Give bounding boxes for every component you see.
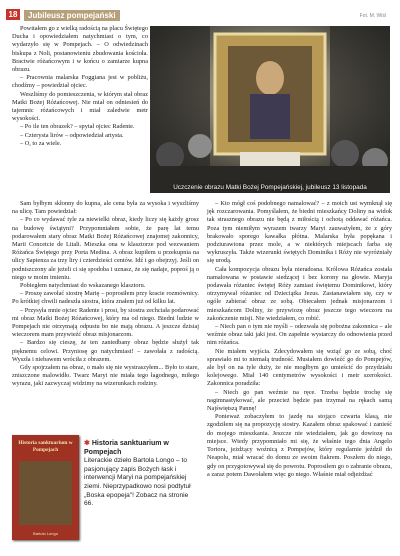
paragraph: – Po co wydawać tyle za niewielki obraz, kiedy liczy się każdy grosz na budowę świątyni? Przypomniałem sobie, że parę lat temu podarowałem stary obraz Matki Bożej Różańcowej znajomej zakonnicy, Marii Concetcie de Litali. Mieszka ona w klasztorze pod wezwaniem Różańca Świętego przy Porta Medina. A obraz kupiłem u przekupnia na ulicy Sapienza za trzy liry i czterdzieści centów. Idź i go obejrzyj. Jeśli on podniszczony ale jeżeli ci się spodoba i uznasz, że się nadaje, poproś ją o niego w moim imieniu. xyxy=(12,216,199,281)
paragraph: Nie miałem wyjścia. Zdecydowałem się wziąć go ze sobą, choć sprawiało mi to niemałą trudność. Musiałem dowieźć go do Pompejów, ale był on na tyle duży, że nie mogłbym go umieścić do przydziału kolejowego. Miał 140 centymetrów wysokości i metr szerokości. Zakonnica poradziła: xyxy=(207,347,392,388)
paragraph: – Kto mógł coś podobnego namalować? – z moich ust wymknął się jęk rozczarowania. Pomyślałem, że biedni mieszkańcy Doliny na widok tak strasznego obrazu nie będą z miłością i ochotą oddawać różańca. Poza tym niemiłym wyrazem twarzy Maryi zauważyłem, że z góry brakowało sporego kawałka płótna. Malarska była popękana i podziurawiona przez mole, a w niektórych miejscach farba się wykruszyła. Także wizerunki świętych Dominika i Róży nie wyróżniały się urodą. xyxy=(207,200,392,265)
paragraph: Weszliśmy do pomieszczenia, w którym stał obraz Matki Bożej Różańcowej. Nie miał on odniesień do tajemnic różańcowych i miał zaledwie metr wysokości. xyxy=(12,90,148,123)
photo-caption: Uczczenie obrazu Matki Bożej Pompejańskiej, jubileusz 13 listopada xyxy=(173,184,367,191)
paragraph: Powitałem go z wielką radością na placu Świętego Ducha i opowiedziałem natychmiast o tym, co wydarzyło się w Pompejach. – O odwiedzinach biskupa z Noli, postanowieniu zbudowania kościoła. Bractwie różańcowym i w końcu o zamiarze kupna obrazu. xyxy=(12,25,148,74)
paragraph: Sam byłbym skłonny do kupna, ale cena była za wysoka i wyszliśmy na ulicę. Tam powiedział: xyxy=(12,200,199,216)
article-column-right xyxy=(207,200,392,479)
paragraph: – O, to za wiele. xyxy=(20,139,62,147)
paragraph: – Przysyła mnie ojciec Radente i prosi, by siostra zechciała podarować mi obraz Matki Bożej Różańcowej, który ma od niego. Biedni ludzie w Pompejach nie otrzymają odpustu bo nie mają obrazu. A jeszcze dzisiaj wieczorem mam przywieźć obraz misjonarzom. xyxy=(12,306,199,339)
book-cover-author: Bartolo Longo xyxy=(33,531,58,536)
promo-text: Literackie dzieło Bartola Longo – to pasjonujący zapis Bożych łask i interwencji Maryi na pompejańskiej ziemi. Nieprzypadkowo nosi podtytuł „Boska epopeja"! Zobacz na stronie 66. xyxy=(84,457,191,508)
page-header xyxy=(0,0,400,22)
page-number: 18 xyxy=(6,9,20,20)
article-column-left xyxy=(12,200,199,389)
paragraph: – Pracownia malarska Foggiana jest w pobliżu, chodźmy – powiedział ojciec. xyxy=(12,74,148,90)
promo-title: ✱ Historia sanktuarium w Pompejach xyxy=(84,440,169,456)
photo-credit: Fot. M. Wiśl xyxy=(359,13,386,19)
star-icon: ✱ xyxy=(84,440,92,447)
article-column-left-top xyxy=(12,25,148,148)
paragraph: Cała kompozycja obrazu była nieradosna. Królowa Różańca została namalowana w postawie siedzącej i bez korony na głowie. Maryja podawała różaniec świętej Róży zamiast świętemu Dominikowi, który otrzymywał różaniec od Dzieciątka Jezus. Zastanawiałem się, czy w ogóle zabierać obraz ze sobą. Obiecałem jednak misjonarzom i mieszkańcom Doliny, że przywiozę obraz jeszcze tego wieczoru na zakończenie misji. Nie wiedziałem, co robić. xyxy=(207,265,392,322)
book-cover xyxy=(12,435,79,540)
book-cover-title: Historia sanktuarium w Pompejach xyxy=(18,440,73,453)
paragraph: – Proszę zawołać siostrę Marię – poprosiłem przy kracie rozmównicy. Po krótkiej chwili nadeszła siostra, która znałem już od kilku lat. xyxy=(12,290,199,306)
book-cover-illustration xyxy=(19,461,72,525)
procession-photo xyxy=(150,26,390,193)
paragraph: – Niech go pan weźmie na ręce. Trzeba będzie trochę się nagimnastykować, ale przecież będzie pan trzymał na rękach samą Najświętszą Pannę! xyxy=(207,388,392,413)
section-title: Jubileusz pompejański xyxy=(24,10,120,21)
paragraph: – Czterysta lirów – odpowiedział artysta. xyxy=(20,131,124,139)
paragraph: – Bardzo się cieszę, że ten zaniedbany obraz będzie służył tak pięknemu celowi. Przyniosę go natychmiast! – zawołała z radością. Wyszła i niebawem wróciła z obrazem. xyxy=(12,339,199,363)
book-promo xyxy=(84,440,198,509)
paragraph: Pobiegłem natychmiast do wskazanego klasztoru. xyxy=(20,282,146,290)
paragraph: – Niech pan o tym nie myśli – odezwała się pobożna zakonnica – ale weźmie obraz taki jaki jest. On zapełnie wystarczy do odnowienia przed nim różańca. xyxy=(207,323,392,347)
paragraph: Ponieważ zobaczyłem to jazdę na stojąco czwarta klasą, nie zgodziłem się na propozycję siostry. Kazałem obraz spakować i zanieść do mojego mieszkania. Jeszcze nie wiedziałem, jak go dowiozę na miejsce. Wtedy przypomniało mi się, że właśnie tego dnia Angelo Tortora, jeżdżący woźnicą z Pompejów, który regularnie jeździł do Neapolu, miał wracać do domu ze swoim fiakrem. Poszłem do niego, gdy on przygotowywał się do powrotu. Poprosiłem go o zabranie obrazu, a zaraz potem Dawołałem więc go niego. Właśnie miał odjeżdżać xyxy=(207,413,392,478)
paragraph: – Po ile ten obrazek? – spytał ojciec Radente. xyxy=(20,123,135,131)
photo-illustration xyxy=(150,26,390,193)
paragraph: Gdy spojrzałem na obraz, o mało się nie wystraszyłem... Było to stare, zniszczone malowidło. Twarz Maryi nie miała tego łagodnego, miłego wyrazu, jaki zazwyczaj widzimy na wizerunkach rodziny. xyxy=(12,364,199,388)
